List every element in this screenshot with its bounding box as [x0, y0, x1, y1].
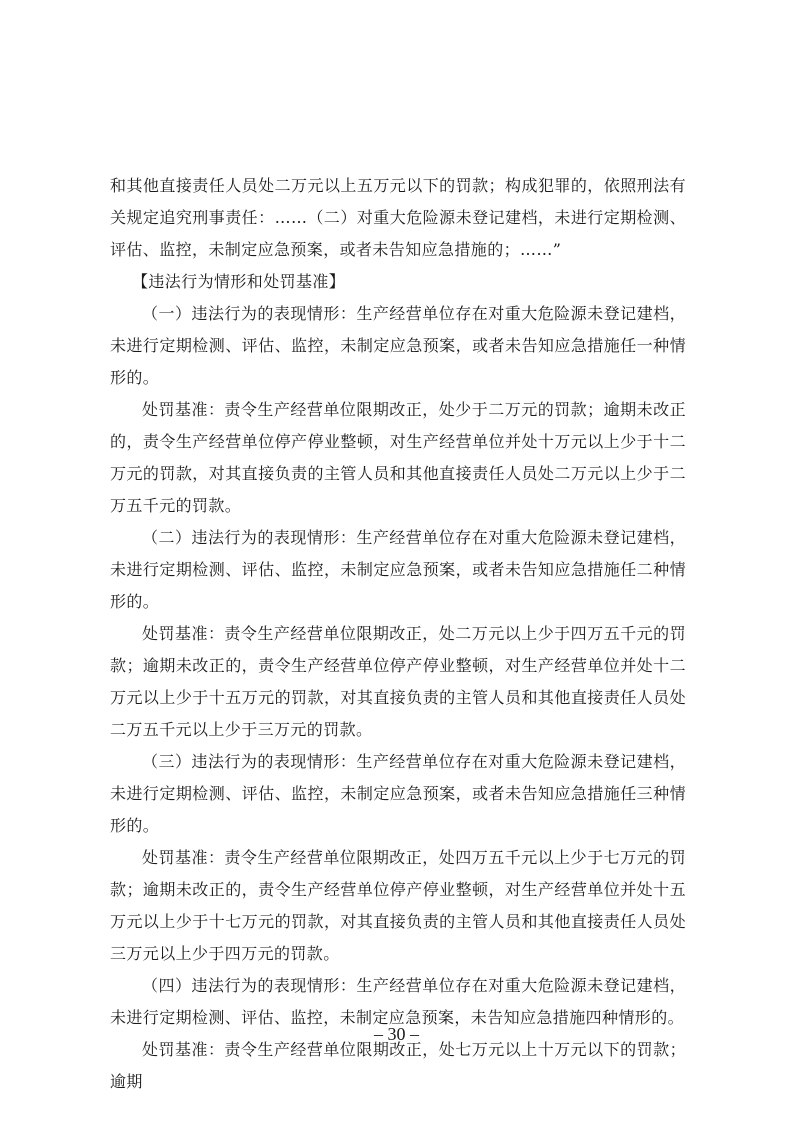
paragraph-penalty-1: 处罚基准：责令生产经营单位限期改正，处少于二万元的罚款；逾期未改正的，责令生产经营单位停产停业整顿，对生产经营单位并处十万元以上少于十二万元的罚款，对其直接负责的主管人员和其他直接责任人员处二万元以上少于二万五千元的罚款。 — [110, 400, 686, 515]
paragraph-case-4: （四）违法行为的表现情形：生产经营单位存在对重大危险源未登记建档，未进行定期检测、评估、监控，未制定应急预案，未告知应急措施四种情形的。 — [110, 976, 686, 1027]
paragraph-case-3: （三）违法行为的表现情形：生产经营单位存在对重大危险源未登记建档，未进行定期检测、评估、监控，未制定应急预案，或者未告知应急措施任三种情形的。 — [110, 752, 686, 835]
paragraph-case-1: （一）违法行为的表现情形：生产经营单位存在对重大危险源未登记建档，未进行定期检测、评估、监控，未制定应急预案，或者未告知应急措施任一种情形的。 — [110, 304, 686, 387]
paragraph-continuation: 和其他直接责任人员处二万元以上五万元以下的罚款；构成犯罪的，依照刑法有关规定追究刑事责任：……（二）对重大危险源未登记建档，未进行定期检测、评估、监控，未制定应急预案，或者未告知应急措施的；……” — [110, 176, 686, 259]
page-number: – 30 – — [374, 1024, 419, 1044]
paragraph-penalty-4: 处罚基准：责令生产经营单位限期改正，处七万元以上十万元以下的罚款；逾期 — [110, 1040, 686, 1091]
paragraph-penalty-2: 处罚基准：责令生产经营单位限期改正，处二万元以上少于四万五千元的罚款；逾期未改正的，责令生产经营单位停产停业整顿，对生产经营单位并处十二万元以上少于十五万元的罚款，对其直接负责的主管人员和其他直接责任人员处二万五千元以上少于三万元的罚款。 — [110, 624, 686, 739]
paragraph-case-2: （二）违法行为的表现情形：生产经营单位存在对重大危险源未登记建档，未进行定期检测、评估、监控，未制定应急预案，或者未告知应急措施任二种情形的。 — [110, 528, 686, 611]
paragraph-penalty-3: 处罚基准：责令生产经营单位限期改正，处四万五千元以上少于七万元的罚款；逾期未改正的，责令生产经营单位停产停业整顿，对生产经营单位并处十五万元以上少于十七万元的罚款，对其直接负责的主管人员和其他直接责任人员处三万元以上少于四万元的罚款。 — [110, 848, 686, 963]
document-body — [110, 170, 686, 1098]
section-heading: 【违法行为情形和处罚基准】 — [132, 272, 346, 291]
